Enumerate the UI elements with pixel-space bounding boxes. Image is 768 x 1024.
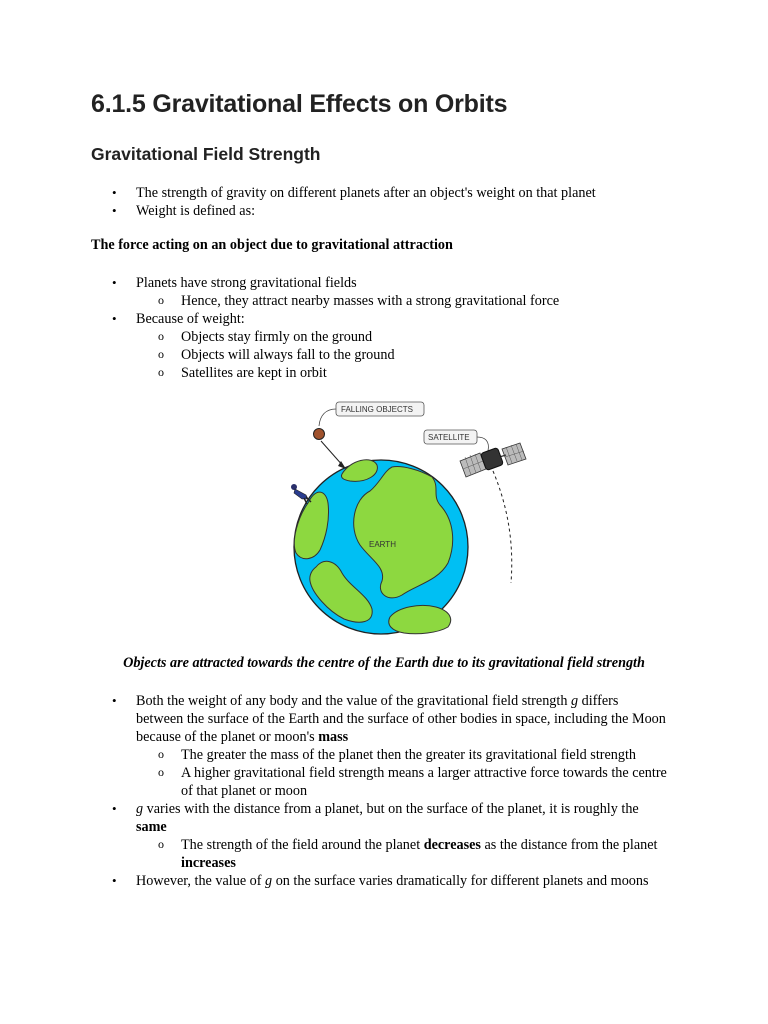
list-item: • The strength of gravity on different planets after an object's weight on that planet [0, 184, 768, 202]
list-item: • However, the value of g on the surface varies dramatically for different planets and moons [0, 872, 666, 890]
sub-list-item: o Objects stay firmly on the ground [0, 328, 768, 346]
list-item: • Planets have strong gravitational fields [0, 274, 768, 292]
orbit-path [493, 471, 512, 583]
weight-list [0, 274, 768, 382]
sub-list-item: o A higher gravitational field strength means a larger attractive force towards the centre of that planet or moon [0, 764, 671, 800]
sub-list-item: o The strength of the field around the planet decreases as the distance from the planet increases [0, 836, 671, 872]
figure-caption: Objects are attracted towards the centre of the Earth due to its gravitational field strength [123, 655, 645, 671]
earth-label: EARTH [369, 540, 396, 549]
weight-definition: The force acting on an object due to gravitational attraction [91, 237, 453, 253]
list-item: • Because of weight: [0, 310, 768, 328]
list-item: • Both the weight of any body and the value of the gravitational field strength g differs between the surface of the Earth and the surface of other bodies in space, including the Moon because of the planet or moon's mass [0, 692, 666, 746]
earth-gravity-diagram [280, 395, 530, 645]
falling-objects-label: FALLING OBJECTS [341, 405, 414, 414]
list-item: • g varies with the distance from a planet, but on the surface of the planet, it is roughly the same [0, 800, 666, 836]
intro-list [0, 184, 768, 220]
sub-list-item: o Satellites are kept in orbit [0, 364, 768, 382]
section-heading: Gravitational Field Strength [91, 144, 321, 164]
list-item: • Weight is defined as: [0, 202, 768, 220]
page-title: 6.1.5 Gravitational Effects on Orbits [91, 90, 508, 118]
sub-list-item: o Objects will always fall to the ground [0, 346, 768, 364]
sub-list-item: o The greater the mass of the planet then the greater its gravitational field strength [0, 746, 671, 764]
satellite-label: SATELLITE [428, 433, 470, 442]
falling-object [314, 429, 325, 440]
sub-list-item: o Hence, they attract nearby masses with a strong gravitational force [0, 292, 768, 310]
field-strength-list [0, 692, 768, 890]
